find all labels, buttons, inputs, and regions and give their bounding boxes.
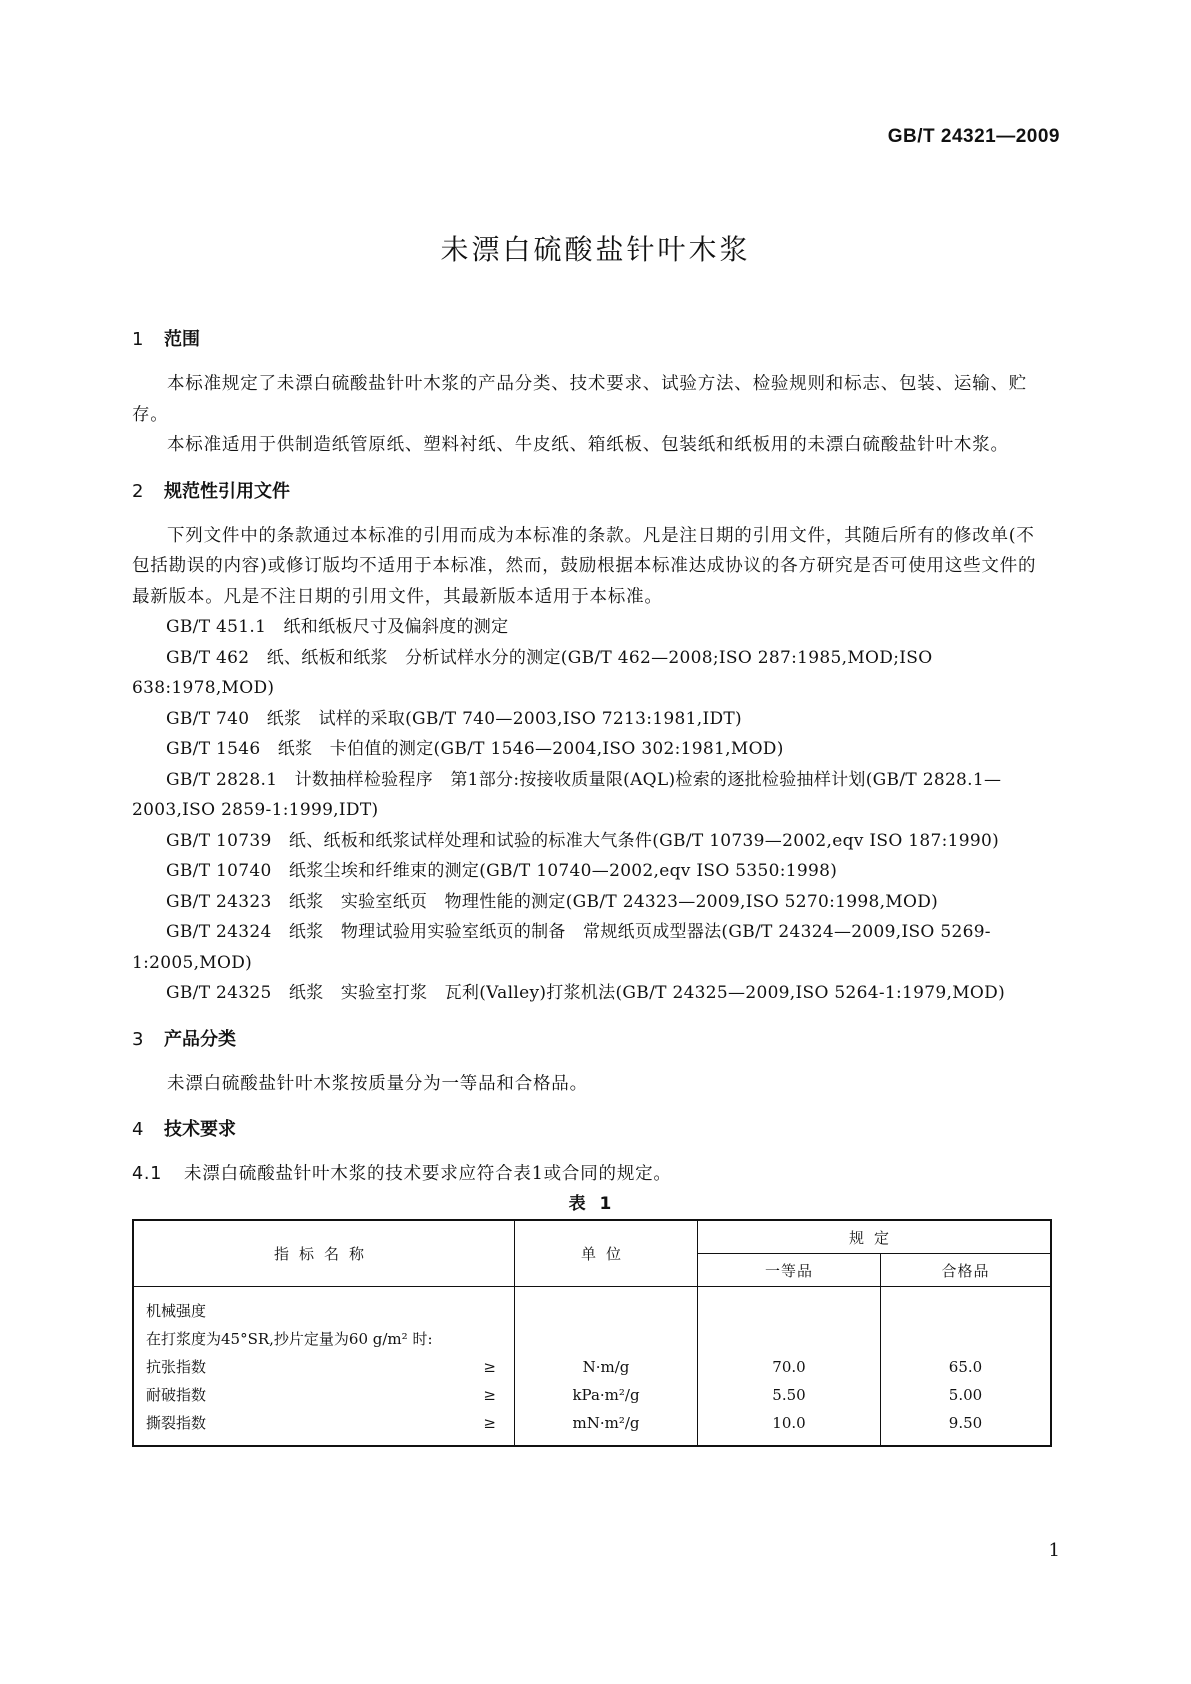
document-body xyxy=(132,325,1052,1447)
reference-item: GB/T 24324 纸浆 物理试验用实验室纸页的制备 常规纸页成型器法(GB/T 24324—2009,ISO 5269-1:2005,MOD) xyxy=(132,922,991,973)
group-label: 机械强度 xyxy=(146,1302,207,1320)
table-row xyxy=(133,1287,1051,1447)
indicator-name: 抗张指数 xyxy=(146,1358,207,1376)
section-number: 1 xyxy=(132,329,144,350)
unit-value: kPa·m²/g xyxy=(572,1386,640,1404)
section-number: 2 xyxy=(132,480,144,502)
test-condition: 在打浆度为45°SR,抄片定量为60 g/m² 时: xyxy=(146,1330,433,1348)
section-title: 产品分类 xyxy=(164,1028,236,1050)
col-header-grade1: 一等品 xyxy=(698,1254,881,1287)
paragraph: 未漂白硫酸盐针叶木浆按质量分为一等品和合格品。 xyxy=(167,1073,588,1094)
reference-item: GB/T 1546 纸浆 卡伯值的测定(GB/T 1546—2004,ISO 302:1981,MOD) xyxy=(166,739,784,759)
reference-item: GB/T 462 纸、纸板和纸浆 分析试样水分的测定(GB/T 462—2008;ISO 287:1985,MOD;ISO 638:1978,MOD) xyxy=(132,647,933,698)
reference-item: GB/T 24323 纸浆 实验室纸页 物理性能的测定(GB/T 24323—2009,ISO 5270:1998,MOD) xyxy=(166,891,939,912)
paragraph: 下列文件中的条款通过本标准的引用而成为本标准的条款。凡是注日期的引用文件，其随后所有的修改单(不包括勘误的内容)或修订版均不适用于本标准，然而，鼓励根据本标准达成协议的各方研究是否可使用这些文件的最新版本。凡是不注日期的引用文件，其最新版本适用于本标准。 xyxy=(132,525,1037,607)
reference-item: GB/T 24325 纸浆 实验室打浆 瓦利(Valley)打浆机法(GB/T 24325—2009,ISO 5264-1:1979,MOD) xyxy=(166,983,1006,1003)
paragraph: 本标准适用于供制造纸管原纸、塑料衬纸、牛皮纸、箱纸板、包装纸和纸板用的未漂白硫酸盐针叶木浆。 xyxy=(167,435,1009,455)
col-header-grade2: 合格品 xyxy=(881,1254,1052,1287)
reference-item: GB/T 740 纸浆 试样的采取(GB/T 740—2003,ISO 7213:1981,IDT) xyxy=(166,708,742,729)
section-heading xyxy=(132,325,1052,355)
col-header-spec: 规定 xyxy=(698,1220,1052,1254)
indicator-name: 撕裂指数 xyxy=(146,1414,207,1432)
row-name xyxy=(146,1409,502,1437)
grade2-value: 5.00 xyxy=(948,1386,983,1404)
grade2-value: 9.50 xyxy=(948,1414,983,1432)
grade1-value: 5.50 xyxy=(772,1386,806,1404)
subclause xyxy=(132,1159,1052,1189)
spec-table xyxy=(132,1219,1052,1447)
section-number: 4 xyxy=(132,1119,144,1140)
grade2-value: 65.0 xyxy=(948,1358,983,1376)
document-title: 未漂白硫酸盐针叶木浆 xyxy=(440,233,751,266)
operator: ≥ xyxy=(483,1414,496,1432)
grade2-cell xyxy=(881,1287,1052,1447)
subclause-text: 未漂白硫酸盐针叶木浆的技术要求应符合表1或合同的规定。 xyxy=(184,1164,672,1184)
page-number: 1 xyxy=(1048,1540,1060,1561)
reference-item: GB/T 451.1 纸和纸板尺寸及偏斜度的测定 xyxy=(166,617,509,637)
section-title: 规范性引用文件 xyxy=(164,480,290,502)
indicator-name: 耐破指数 xyxy=(146,1386,207,1404)
reference-item: GB/T 10740 纸浆尘埃和纤维束的测定(GB/T 10740—2002,eqv ISO 5350:1998) xyxy=(166,861,838,881)
paragraph: 本标准规定了未漂白硫酸盐针叶木浆的产品分类、技术要求、试验方法、检验规则和标志、包装、运输、贮存。 xyxy=(132,374,1028,425)
section-heading xyxy=(132,1025,1052,1055)
unit-value: mN·m²/g xyxy=(572,1414,640,1432)
operator: ≥ xyxy=(483,1358,496,1376)
reference-item: GB/T 10739 纸、纸板和纸浆试样处理和试验的标准大气条件(GB/T 10739—2002,eqv ISO 187:1990) xyxy=(166,830,1000,851)
operator: ≥ xyxy=(483,1386,496,1404)
standard-number: GB/T 24321—2009 xyxy=(887,126,1060,147)
grade1-value: 10.0 xyxy=(772,1414,806,1432)
section-title: 技术要求 xyxy=(164,1119,236,1140)
row-name xyxy=(146,1381,502,1409)
table-caption: 表 1 xyxy=(568,1194,616,1214)
row-name xyxy=(146,1353,502,1381)
col-header-unit: 单位 xyxy=(515,1220,698,1287)
reference-item: GB/T 2828.1 计数抽样检验程序 第1部分:按接收质量限(AQL)检索的逐批检验抽样计划(GB/T 2828.1—2003,ISO 2859-1:1999,IDT) xyxy=(132,769,1002,820)
unit-cell xyxy=(515,1287,698,1447)
subclause-number: 4.1 xyxy=(132,1164,163,1184)
section-title: 范围 xyxy=(164,329,200,350)
col-header-name: 指标名称 xyxy=(133,1220,515,1287)
grade1-cell xyxy=(698,1287,881,1447)
section-heading xyxy=(132,1115,1052,1145)
name-cell xyxy=(133,1287,515,1447)
unit-value: N·m/g xyxy=(582,1358,630,1376)
section-heading xyxy=(132,477,1052,507)
grade1-value: 70.0 xyxy=(772,1358,806,1376)
section-number: 3 xyxy=(132,1028,144,1050)
